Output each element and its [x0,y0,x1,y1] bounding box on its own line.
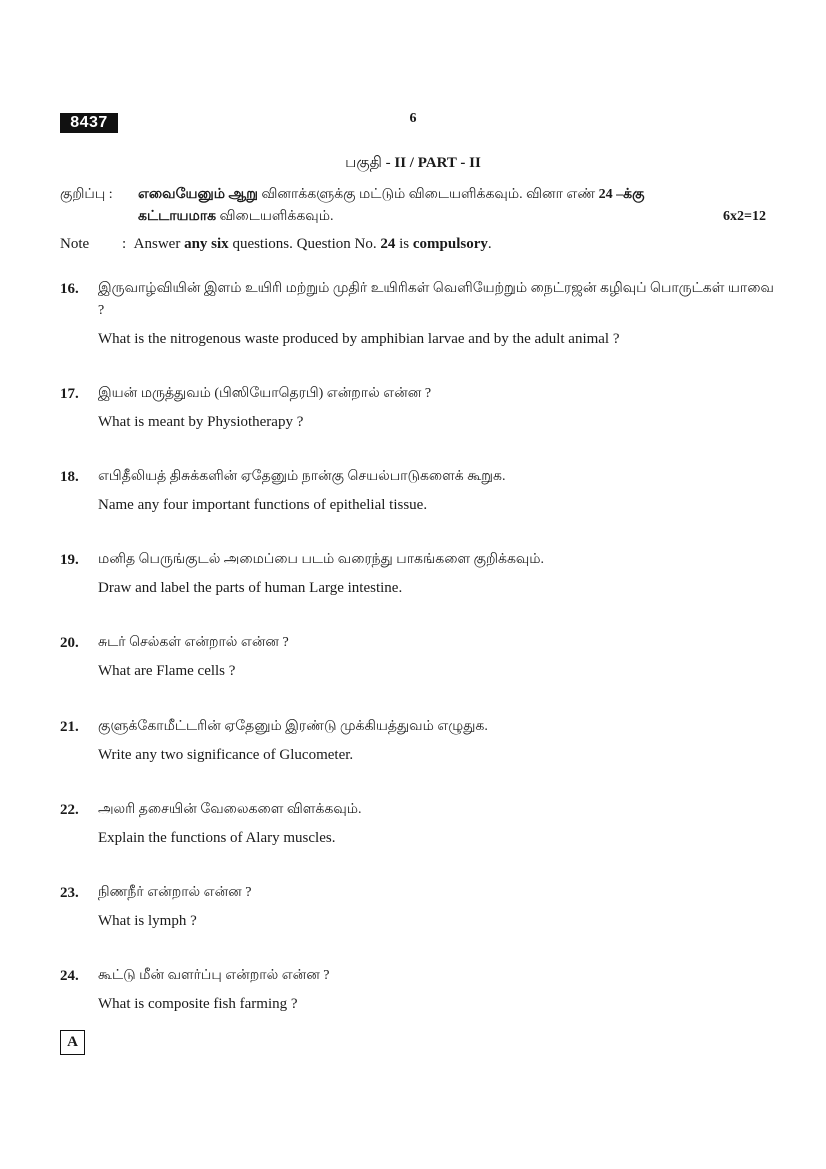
part-title [0,154,826,173]
part-title-english: II / PART - II [394,155,481,171]
part-title-tamil: பகுதி - [345,155,395,171]
instruction-label: குறிப்பு : [60,187,113,202]
question-tamil: அலரி தசையின் வேலைகளை விளக்கவும். [98,802,362,817]
question-tamil: நிணநீர் என்றால் என்ன ? [98,885,252,900]
question-tamil: எபிதீலியத் திசுக்களின் ஏதேனும் நான்கு செயல்பாடுகளைக் கூறுக. [98,469,506,484]
question-number: 24. [60,968,79,984]
question-number: 23. [60,885,79,901]
instruction-compulsory: கட்டாயமாக [138,209,217,224]
question-number: 21. [60,719,79,735]
question-number: 19. [60,552,79,568]
note-part-1: Answer [133,236,185,252]
tamil-instructions [60,184,770,228]
question-tamil: சுடர் செல்கள் என்றால் என்ன ? [98,635,289,650]
note-part-3: is [395,236,413,252]
note-compulsory: compulsory [412,236,488,252]
question-tamil: இருவாழ்வியின் இளம் உயிரி மற்றும் முதிர் உயிரிகள் வெளியேற்றும் நைட்ரஜன் கழிவுப் பொருட்கள் யாவை ? [98,281,774,318]
note-period: . [487,236,492,252]
marks-allocation: 6x2=12 [723,209,766,224]
paper-code-badge: 8437 [60,113,118,133]
note-any-six: any six [184,236,229,252]
question-english: Draw and label the parts of human Large intestine. [98,580,403,596]
instruction-question-24: 24 –க்கு [598,187,645,202]
note-question-number: 24 [380,236,396,252]
instruction-text-2: விடையளிக்கவும். [216,209,334,224]
question-english: What is the nitrogenous waste produced by amphibian larvae and by the adult animal ? [98,331,620,347]
question-english: What is meant by Physiotherapy ? [98,414,304,430]
note-colon: : [122,236,127,252]
note-label: Note [60,236,90,252]
instruction-line-1 [138,184,644,206]
question-english: Name any four important functions of epithelial tissue. [98,497,428,513]
note-text [122,234,492,254]
question-english: What is lymph ? [98,913,197,929]
question-tamil: கூட்டு மீன் வளர்ப்பு என்றால் என்ன ? [98,968,330,983]
question-number: 17. [60,386,79,402]
question-number: 20. [60,635,79,651]
instruction-any-six: எவையேனும் ஆறு [138,187,258,202]
question-english: What is composite fish farming ? [98,996,298,1012]
question-english: What are Flame cells ? [98,663,236,679]
question-number: 22. [60,802,79,818]
question-english: Explain the functions of Alary muscles. [98,830,336,846]
question-number: 18. [60,469,79,485]
instruction-text-1: வினாக்களுக்கு மட்டும் விடையளிக்கவும். வினா எண் [257,187,599,202]
question-tamil: இயன் மருத்துவம் (பிஸியோதெரபி) என்றால் என்ன ? [98,386,432,401]
instruction-line-2 [138,206,333,228]
note-part-2: questions. Question No. [228,236,381,252]
question-tamil: மனித பெருங்குடல் அமைப்பை படம் வரைந்து பாகங்களை குறிக்கவும். [98,552,545,567]
question-english: Write any two significance of Glucometer. [98,747,354,763]
question-number: 16. [60,281,79,297]
page-number: 6 [409,111,417,126]
section-marker-box: A [60,1030,85,1055]
question-tamil: குளுக்கோமீட்டரின் ஏதேனும் இரண்டு முக்கியத்துவம் எழுதுக. [98,719,488,734]
